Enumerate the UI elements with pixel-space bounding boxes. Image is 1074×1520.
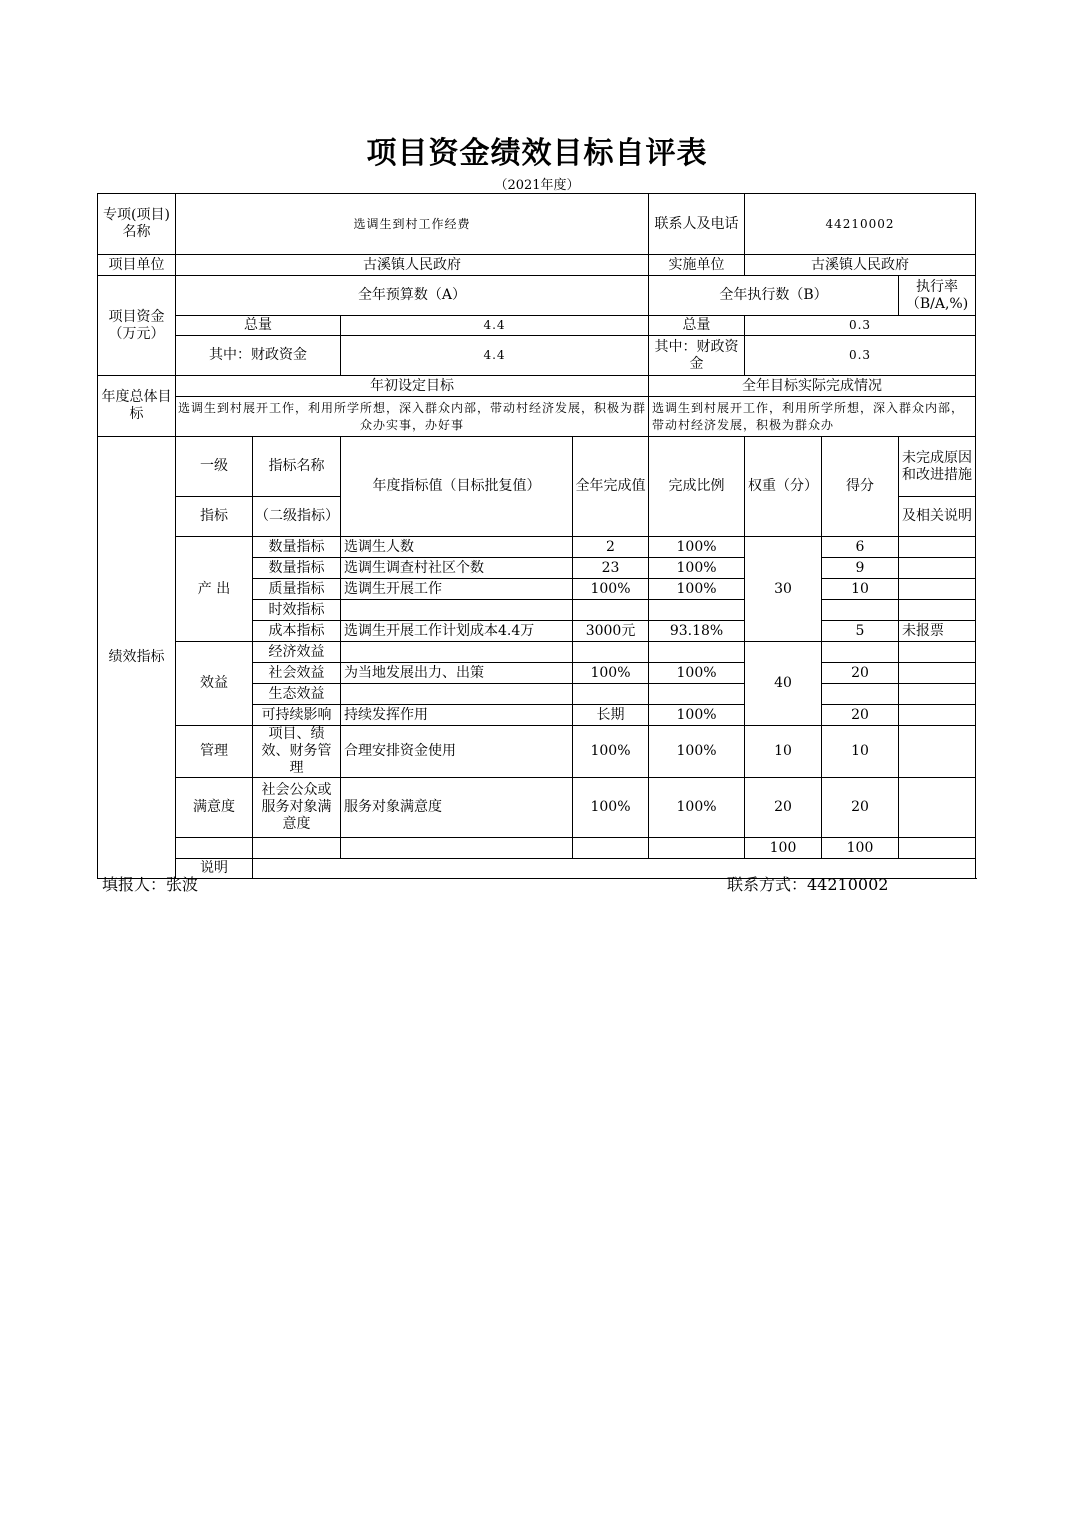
indicator-target: 选调生开展工作计划成本4.4万 — [341, 621, 573, 642]
total-row — [98, 838, 976, 859]
indicator-ratio: 100% — [649, 778, 745, 838]
table-row — [98, 642, 976, 663]
funds-total-row — [98, 316, 976, 336]
total-empty-4 — [573, 838, 649, 859]
indicator-name: 经济效益 — [253, 642, 341, 663]
indicator-score — [822, 600, 899, 621]
indicator-score: 5 — [822, 621, 899, 642]
header-level1-b: 指标 — [176, 497, 253, 537]
group-satisfy: 满意度 — [176, 778, 253, 838]
indicator-score — [822, 684, 899, 705]
indicator-name: 质量指标 — [253, 579, 341, 600]
indicator-actual — [573, 600, 649, 621]
budget-header: 全年预算数（A） — [176, 276, 649, 316]
indicator-target: 合理安排资金使用 — [341, 726, 573, 778]
indicator-name: 项目、绩效、财务管理 — [253, 726, 341, 778]
indicator-weight: 10 — [745, 726, 822, 778]
project-name-value: 选调生到村工作经费 — [176, 194, 649, 255]
fiscal-exec: 0.3 — [745, 336, 976, 376]
indicator-name: 可持续影响 — [253, 705, 341, 726]
indicator-name: 社会效益 — [253, 663, 341, 684]
table-row — [98, 537, 976, 558]
project-name-row — [98, 194, 976, 255]
fiscal-label: 其中：财政资金 — [176, 336, 341, 376]
contact-value: 44210002 — [745, 194, 976, 255]
goals-header-row — [98, 376, 976, 397]
goals-text-row — [98, 397, 976, 437]
total-empty-5 — [649, 838, 745, 859]
indicator-ratio: 93.18% — [649, 621, 745, 642]
indicator-score — [822, 642, 899, 663]
indicator-ratio: 100% — [649, 705, 745, 726]
indicator-target: 选调生调查村社区个数 — [341, 558, 573, 579]
unit-row — [98, 255, 976, 276]
indicator-name: 数量指标 — [253, 537, 341, 558]
indicator-name: 生态效益 — [253, 684, 341, 705]
header-score: 得分 — [822, 437, 899, 537]
table-row — [98, 726, 976, 778]
indicator-actual: 23 — [573, 558, 649, 579]
indicator-reason — [899, 579, 976, 600]
indicator-actual: 100% — [573, 778, 649, 838]
footer-contact: 联系方式：44210002 — [727, 875, 889, 894]
indicator-score: 10 — [822, 726, 899, 778]
indicator-reason: 未报票 — [899, 621, 976, 642]
exec-header: 全年执行数（B） — [649, 276, 899, 316]
total-weight: 100 — [745, 838, 822, 859]
goals-actual-text: 选调生到村展开工作，利用所学所想，深入群众内部，带动村经济发展，积极为群众办 — [649, 397, 976, 437]
funds-fiscal-row — [98, 336, 976, 376]
fiscal-budget: 4.4 — [341, 336, 649, 376]
indicator-ratio: 100% — [649, 558, 745, 579]
indicator-ratio — [649, 642, 745, 663]
indicator-reason — [899, 684, 976, 705]
header-target: 年度指标值（目标批复值） — [341, 437, 573, 537]
indicator-target: 持续发挥作用 — [341, 705, 573, 726]
group-output: 产 出 — [176, 537, 253, 642]
header-actual: 全年完成值 — [573, 437, 649, 537]
indicator-target: 选调生人数 — [341, 537, 573, 558]
indicator-name: 成本指标 — [253, 621, 341, 642]
goals-set-header: 年初设定目标 — [176, 376, 649, 397]
project-unit-label: 项目单位 — [98, 255, 176, 276]
total-budget: 4.4 — [341, 316, 649, 336]
indicator-reason — [899, 600, 976, 621]
rate-header: 执行率（B/A,%) — [899, 276, 976, 316]
goals-set-text: 选调生到村展开工作，利用所学所想，深入群众内部，带动村经济发展，积极为群众办实事，办好事 — [176, 397, 649, 437]
total-label-b: 总量 — [649, 316, 745, 336]
page-title: 项目资金绩效目标自评表 — [366, 136, 708, 171]
total-empty-6 — [899, 838, 976, 859]
project-name-label: 专项(项目)名称 — [98, 194, 176, 255]
indicator-reason — [899, 537, 976, 558]
indicator-reason — [899, 642, 976, 663]
weight-benefit: 40 — [745, 642, 822, 726]
indicator-score: 20 — [822, 663, 899, 684]
indicator-reason — [899, 726, 976, 778]
indicator-name: 时效指标 — [253, 600, 341, 621]
header-name-a: 指标名称 — [253, 437, 341, 497]
evaluation-form — [97, 193, 976, 879]
filler-name: 填报人：张波 — [102, 875, 199, 894]
project-unit-value: 古溪镇人民政府 — [176, 255, 649, 276]
indicator-name: 数量指标 — [253, 558, 341, 579]
indicator-reason — [899, 778, 976, 838]
total-exec: 0.3 — [745, 316, 976, 336]
total-empty-2 — [253, 838, 341, 859]
goals-actual-header: 全年目标实际完成情况 — [649, 376, 976, 397]
header-weight: 权重（分） — [745, 437, 822, 537]
indicator-actual — [573, 684, 649, 705]
impl-unit-value: 古溪镇人民政府 — [745, 255, 976, 276]
indicator-ratio: 100% — [649, 726, 745, 778]
header-name-b: （二级指标） — [253, 497, 341, 537]
total-score: 100 — [822, 838, 899, 859]
indicator-actual: 3000元 — [573, 621, 649, 642]
indicator-reason — [899, 558, 976, 579]
indicator-target: 选调生开展工作 — [341, 579, 573, 600]
total-label: 总量 — [176, 316, 341, 336]
indicator-ratio: 100% — [649, 663, 745, 684]
indicator-score: 6 — [822, 537, 899, 558]
indicator-ratio — [649, 600, 745, 621]
indicator-actual: 100% — [573, 579, 649, 600]
fiscal-label-b: 其中：财政资金 — [649, 336, 745, 376]
group-manage: 管理 — [176, 726, 253, 778]
indicator-score: 20 — [822, 705, 899, 726]
header-reason-b: 及相关说明 — [899, 497, 976, 537]
total-empty-3 — [341, 838, 573, 859]
indicator-score: 20 — [822, 778, 899, 838]
total-empty-1 — [176, 838, 253, 859]
report-year: （2021年度） — [494, 178, 580, 193]
indicator-ratio — [649, 684, 745, 705]
funds-header-row — [98, 276, 976, 316]
header-level1-a: 一级 — [176, 437, 253, 497]
funds-label: 项目资金（万元） — [98, 276, 176, 376]
header-ratio: 完成比例 — [649, 437, 745, 537]
impl-unit-label: 实施单位 — [649, 255, 745, 276]
indicator-name: 社会公众或服务对象满意度 — [253, 778, 341, 838]
indicator-actual — [573, 642, 649, 663]
indicator-score: 9 — [822, 558, 899, 579]
indicator-actual: 2 — [573, 537, 649, 558]
header-reason-a: 未完成原因和改进措施 — [899, 437, 976, 497]
perf-label: 绩效指标 — [98, 437, 176, 879]
weight-output: 30 — [745, 537, 822, 642]
goals-label: 年度总体目标 — [98, 376, 176, 437]
indicator-target — [341, 600, 573, 621]
table-row — [98, 778, 976, 838]
contact-label: 联系人及电话 — [649, 194, 745, 255]
indicator-actual: 长期 — [573, 705, 649, 726]
indicator-actual: 100% — [573, 663, 649, 684]
indicator-ratio: 100% — [649, 579, 745, 600]
indicator-ratio: 100% — [649, 537, 745, 558]
note-label: 说明 — [176, 859, 253, 879]
indicator-target: 为当地发展出力、出策 — [341, 663, 573, 684]
group-benefit: 效益 — [176, 642, 253, 726]
indicator-score: 10 — [822, 579, 899, 600]
indicator-actual: 100% — [573, 726, 649, 778]
indicator-reason — [899, 705, 976, 726]
indicator-target — [341, 642, 573, 663]
indicator-target: 服务对象满意度 — [341, 778, 573, 838]
indicator-target — [341, 684, 573, 705]
indicator-reason — [899, 663, 976, 684]
perf-header-row-1 — [98, 437, 976, 497]
indicator-weight: 20 — [745, 778, 822, 838]
